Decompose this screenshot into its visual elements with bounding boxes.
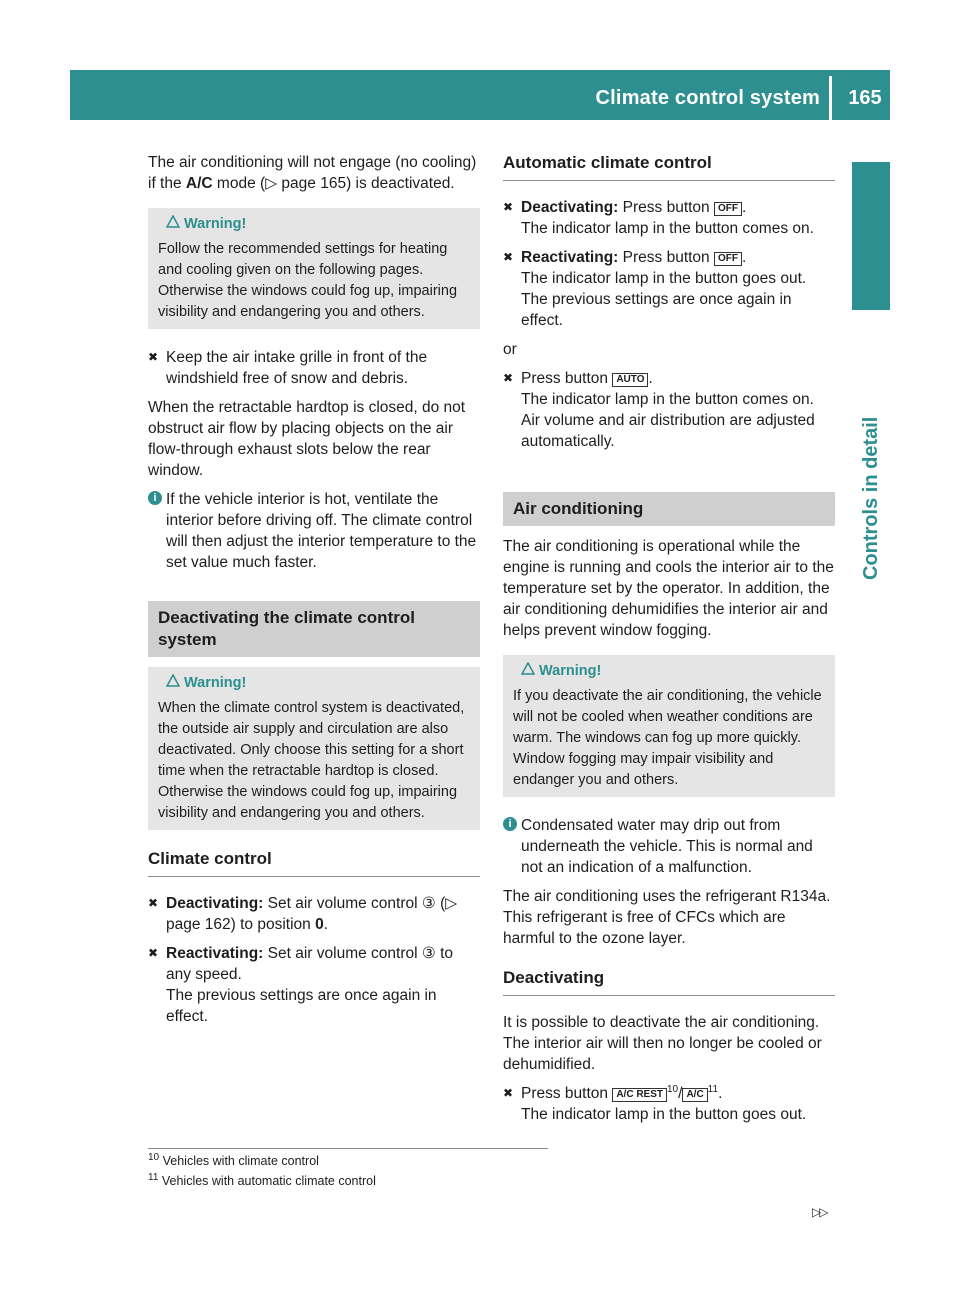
footnote-ref: 11 — [707, 1083, 719, 1095]
instruction-step — [503, 1083, 835, 1125]
control-number: ③ — [421, 895, 436, 912]
warning-triangle-icon — [521, 661, 535, 682]
step-label: Reactivating: — [166, 945, 264, 962]
off-button-key: OFF — [714, 202, 742, 216]
step-result: The indicator lamp in the button comes on. — [521, 220, 814, 237]
warning-body: Follow the recommended settings for heating and cooling given on the following pages. Otherwise the windows could fog up, impairing visibility and endangering you and others. — [158, 241, 458, 320]
step-text: (▷ page 162) to position — [166, 895, 458, 933]
instruction-step — [148, 943, 480, 1027]
step-result: The indicator lamp in the button goes out. The previous settings are once again in effect. — [521, 270, 807, 329]
warning-triangle-icon — [166, 214, 180, 235]
warning-body: When the climate control system is deactivated, the outside air supply and circulation are also deactivated. Only choose this setting for a short time when the retractable hardtop is closed. Otherwise the windows could fog up, impairing visibility and endangering you and others. — [158, 700, 465, 821]
left-column — [148, 152, 480, 1035]
step-arrow-icon: ✖ — [148, 946, 159, 960]
warning-heading — [513, 661, 827, 682]
info-note — [148, 489, 480, 573]
subsection-heading: Climate control — [148, 848, 480, 877]
auto-button-key: AUTO — [612, 373, 648, 387]
continue-arrows-icon: ▷▷ — [812, 1205, 827, 1219]
step-arrow-icon: ✖ — [503, 200, 514, 214]
section-heading: Deactivating the climate control system — [148, 601, 480, 657]
header-title: Climate control system — [595, 87, 820, 109]
intro-text: The air conditioning will not engage (no cooling) if the — [148, 154, 477, 192]
step-label: Deactivating: — [521, 199, 619, 216]
step-text: . — [323, 916, 329, 933]
step-text: Press button — [521, 370, 613, 387]
position-value: 0 — [315, 916, 324, 933]
warning-heading — [158, 214, 472, 235]
warning-title: Warning! — [184, 216, 247, 232]
footnote-number: 10 — [148, 1151, 160, 1163]
step-text: Press button — [521, 1085, 613, 1102]
instruction-step — [503, 368, 835, 452]
right-column — [503, 152, 835, 1133]
info-icon: i — [503, 817, 517, 831]
page-number: 165 — [848, 87, 882, 109]
deactivate-paragraph: It is possible to deactivate the air conditioning. The interior air will then no longer be cooled or dehumidified. — [503, 1014, 822, 1073]
header-divider — [829, 76, 832, 120]
or-separator: or — [503, 341, 517, 358]
instruction-step — [503, 247, 835, 331]
footnote — [148, 1151, 548, 1171]
intro-paragraph — [148, 152, 480, 194]
ac-button-key: A/C — [682, 1088, 707, 1102]
info-note — [503, 815, 835, 878]
step-text: . — [718, 1085, 723, 1102]
instruction-step — [148, 347, 480, 389]
ac-paragraph: The air conditioning is operational while the engine is running and cools the interior air to the temperature set by the operator. In addition, the air conditioning dehumidifies the interior air and helps prevent window fogging. — [503, 538, 834, 639]
info-icon: i — [148, 491, 162, 505]
footnotes — [148, 1148, 548, 1191]
step-result: The previous settings are once again in effect. — [166, 987, 437, 1025]
warning-body: If you deactivate the air conditioning, the vehicle will not be cooled when weather conditions are warm. The windows can fog up more quickly. Window fogging may impair visibility and endanger you and others. — [513, 688, 822, 788]
warning-box — [148, 667, 480, 830]
footnote-text: Vehicles with automatic climate control — [161, 1174, 376, 1188]
off-button-key: OFF — [714, 252, 742, 266]
side-tab-marker — [852, 162, 890, 310]
control-number: ③ — [421, 945, 436, 962]
step-result: The indicator lamp in the button comes on. Air volume and air distribution are adjusted automatically. — [521, 391, 815, 450]
step-text: . — [648, 370, 653, 387]
step-text: Press button — [618, 249, 714, 266]
warning-box — [148, 208, 480, 329]
refrigerant-paragraph: The air conditioning uses the refrigerant R134a. This refrigerant is free of CFCs which are harmful to the ozone layer. — [503, 888, 831, 947]
step-text: Set air volume control — [263, 895, 422, 912]
intro-text-2: mode ( — [212, 175, 266, 192]
step-text: . — [741, 249, 747, 266]
footnote-ref: 10 — [667, 1083, 679, 1095]
footnote-text: Vehicles with climate control — [162, 1154, 319, 1168]
footnote — [148, 1171, 548, 1191]
footnote-number: 11 — [148, 1171, 159, 1183]
step-text: Keep the air intake grille in front of the windshield free of snow and debris. — [166, 349, 428, 387]
warning-triangle-icon — [166, 673, 180, 694]
instruction-step — [148, 893, 480, 935]
step-label: Deactivating: — [166, 895, 264, 912]
ac-mode-label: A/C — [185, 175, 213, 192]
step-text: . — [741, 199, 747, 216]
subsection-heading: Deactivating — [503, 967, 835, 996]
step-text: Set air volume control — [263, 945, 422, 962]
step-arrow-icon: ✖ — [148, 350, 159, 364]
step-arrow-icon: ✖ — [503, 371, 514, 385]
warning-title: Warning! — [539, 663, 602, 679]
ac-rest-button-key: A/C REST — [612, 1088, 667, 1102]
instruction-step — [503, 197, 835, 239]
warning-title: Warning! — [184, 675, 247, 691]
hardtop-paragraph: When the retractable hardtop is closed, do not obstruct air flow by placing objects on the air flow-through exhaust slots below the rear window. — [148, 399, 466, 479]
page-reference-link[interactable]: ▷ page 165) is deactivated. — [265, 175, 455, 192]
side-section-label: Controls in detail — [860, 416, 882, 580]
step-arrow-icon: ✖ — [148, 896, 159, 910]
step-label: Reactivating: — [521, 249, 619, 266]
section-heading: Air conditioning — [503, 492, 835, 526]
warning-heading — [158, 673, 472, 694]
page-header — [70, 70, 890, 120]
step-arrow-icon: ✖ — [503, 1086, 514, 1100]
warning-box — [503, 655, 835, 797]
step-text: to any speed. — [166, 945, 453, 983]
subsection-heading: Automatic climate control — [503, 152, 835, 181]
step-text: Press button — [618, 199, 714, 216]
step-arrow-icon: ✖ — [503, 250, 514, 264]
separator: / — [678, 1085, 683, 1102]
info-text: Condensated water may drip out from underneath the vehicle. This is normal and not an indication of a malfunction. — [521, 817, 813, 876]
step-result: The indicator lamp in the button goes out. — [521, 1106, 807, 1123]
info-text: If the vehicle interior is hot, ventilate the interior before driving off. The climate control will then adjust the interior temperature to the set value much faster. — [166, 491, 477, 571]
